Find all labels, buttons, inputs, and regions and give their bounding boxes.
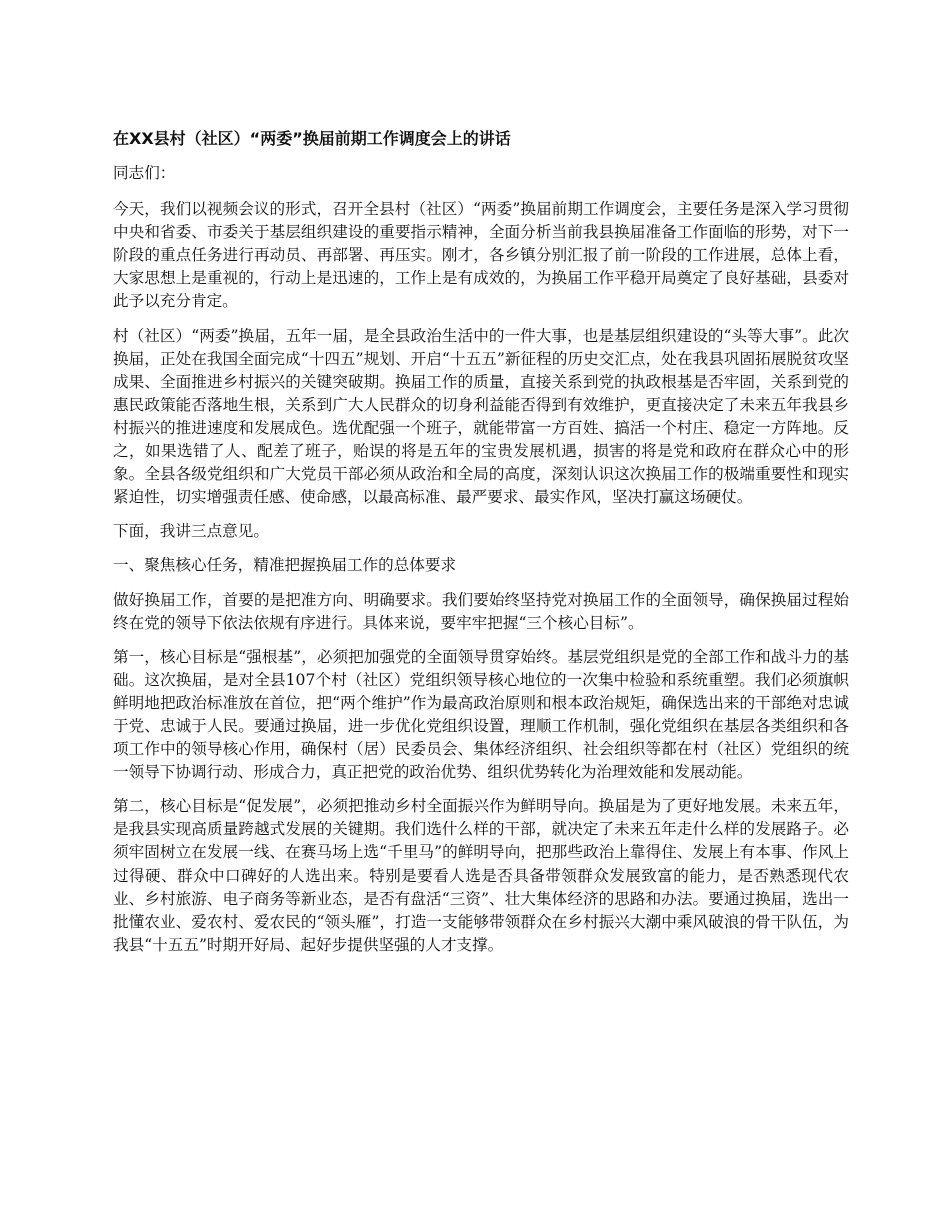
paragraph-goal-1: 第一，核心目标是“强根基”，必须把加强党的全面领导贯穿始终。基层党组织是党的全部工作和战斗力的基础。这次换届，是对全县107个村（社区）党组织领导核心地位的一次集中检验和系统重塑。我们必须旗帜鲜明地把政治标准放在首位，把“两个维护”作为最高政治原则和根本政治规矩，确保选出来的干部绝对忠诚于党、忠诚于人民。要通过换届，进一步优化党组织设置，理顺工作机制，强化党组织在基层各类组织和各项工作中的领导核心作用，确保村（居）民委员会、集体经济组织、社会组织等都在村（社区）党组织的统一领导下协调行动、形成合力，真正把党的政治优势、组织优势转化为治理效能和发展动能。 <box>113 647 849 782</box>
salutation: 同志们： <box>113 164 176 182</box>
document-page <box>113 128 849 968</box>
paragraph-goal-2: 第二，核心目标是“促发展”，必须把推动乡村全面振兴作为鲜明导向。换届是为了更好地发展。未来五年，是我县实现高质量跨越式发展的关键期。我们选什么样的干部，就决定了未来五年走什么样的发展路子。必须牢固树立在发展一线、在赛马场上选“千里马”的鲜明导向，把那些政治上靠得住、发展上有本事、作风上过得硬、群众中口碑好的人选出来。特别是要看人选是否具备带领群众发展致富的能力，是否熟悉现代农业、乡村旅游、电子商务等新业态，是否有盘活“三资”、壮大集体经济的思路和办法。要通过换届，选出一批懂农业、爱农村、爱农民的“领头雁”，打造一支能够带领群众在乡村振兴大潮中乘风破浪的骨干队伍，为我县“十五五”时期开好局、起好步提供坚强的人才支撑。 <box>113 797 849 954</box>
paragraph-transition: 下面，我讲三点意见。 <box>113 522 269 541</box>
section-heading-1: 一、聚焦核心任务，精准把握换届工作的总体要求 <box>113 556 457 575</box>
paragraph-opening: 今天，我们以视频会议的形式，召开全县村（社区）“两委”换届前期工作调度会，主要任务是深入学习贯彻中央和省委、市委关于基层组织建设的重要指示精神，全面分析当前我县换届准备工作面临的形势，对下一阶段的重点任务进行再动员、再部署、再压实。刚才，各乡镇分别汇报了前一阶段的工作进展，总体上看，大家思想上是重视的，行动上是迅速的，工作上是有成效的，为换届工作平稳开局奠定了良好基础，县委对此予以充分肯定。 <box>113 200 849 311</box>
document-title: 在XX县村（社区）“两委”换届前期工作调度会上的讲话 <box>113 129 511 148</box>
paragraph-significance: 村（社区）“两委”换届，五年一届，是全县政治生活中的一件大事，也是基层组织建设的“头等大事”。此次换届，正处在我国全面完成“十四五”规划、开启“十五五”新征程的历史交汇点，处在我县巩固拓展脱贫攻坚成果、全面推进乡村振兴的关键突破期。换届工作的质量，直接关系到党的执政根基是否牢固，关系到党的惠民政策能否落地生根，关系到广大人民群众的切身利益能否得到有效维护，更直接决定了未来五年我县乡村振兴的推进速度和发展成色。选优配强一个班子，就能带富一方百姓、搞活一个村庄、稳定一方阵地。反之，如果选错了人、配差了班子，贻误的将是五年的宝贵发展机遇，损害的将是党和政府在群众心中的形象。全县各级党组织和广大党员干部必须从政治和全局的高度，深刻认识这次换届工作的极端重要性和现实紧迫性，切实增强责任感、使命感，以最高标准、最严要求、最实作风，坚决打赢这场硬仗。 <box>113 326 849 507</box>
paragraph-requirements: 做好换届工作，首要的是把准方向、明确要求。我们要始终坚持党对换届工作的全面领导，确保换届过程始终在党的领导下依法依规有序进行。具体来说，要牢牢把握“三个核心目标”。 <box>113 590 849 632</box>
